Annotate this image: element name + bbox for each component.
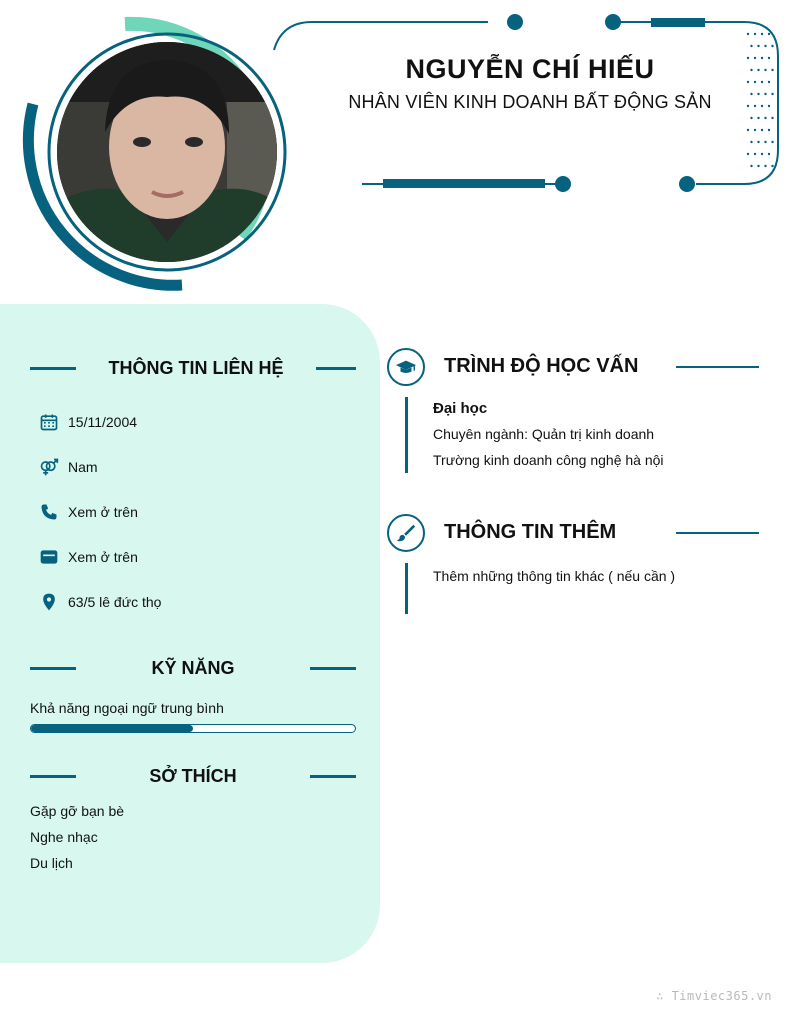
pattern-dot bbox=[750, 93, 752, 95]
pattern-dot bbox=[764, 165, 766, 167]
gender-icon bbox=[38, 456, 60, 478]
heading-line bbox=[310, 775, 356, 778]
frame-dot bbox=[679, 176, 695, 192]
pattern-dot bbox=[750, 117, 752, 119]
birthday-text: 15/11/2004 bbox=[68, 414, 138, 430]
pattern-dot bbox=[754, 153, 756, 155]
pattern-dot bbox=[750, 141, 752, 143]
heading-line bbox=[30, 667, 76, 670]
extra-icon-badge bbox=[387, 514, 425, 552]
hobby-item: Gặp gỡ bạn bè bbox=[30, 803, 125, 819]
pattern-dot bbox=[754, 33, 756, 35]
pattern-dot bbox=[764, 69, 766, 71]
skills-heading-title: KỸ NĂNG bbox=[151, 658, 235, 678]
pattern-dot bbox=[747, 33, 749, 35]
pattern-dot bbox=[761, 153, 763, 155]
pattern-dot bbox=[757, 165, 759, 167]
extra-vbar bbox=[405, 563, 408, 614]
pattern-dot bbox=[747, 105, 749, 107]
email-text: Xem ở trên bbox=[68, 549, 138, 565]
phone-icon bbox=[38, 501, 60, 523]
contact-address bbox=[38, 591, 161, 613]
skill-label: Khả năng ngoại ngữ trung bình bbox=[30, 700, 224, 716]
pattern-dot bbox=[757, 69, 759, 71]
pattern-dot bbox=[750, 165, 752, 167]
heading-line bbox=[30, 775, 76, 778]
pattern-dot bbox=[768, 57, 770, 59]
pattern-dot bbox=[761, 129, 763, 131]
extra-heading: THÔNG TIN THÊM bbox=[444, 521, 617, 543]
pattern-dot bbox=[771, 165, 773, 167]
pattern-dot bbox=[761, 105, 763, 107]
watermark: ∴ Timviec365.vn bbox=[656, 989, 772, 1003]
phone-text: Xem ở trên bbox=[68, 504, 138, 520]
pattern-dot bbox=[771, 117, 773, 119]
mail-icon bbox=[38, 546, 60, 568]
pattern-dot bbox=[754, 129, 756, 131]
pattern-dot bbox=[771, 69, 773, 71]
location-icon bbox=[38, 591, 60, 613]
pattern-dot bbox=[747, 129, 749, 131]
pattern-dot bbox=[754, 57, 756, 59]
pattern-dot bbox=[750, 45, 752, 47]
contact-heading bbox=[30, 358, 356, 379]
brush-icon bbox=[395, 522, 417, 544]
address-text: 63/5 lê đức thọ bbox=[68, 594, 162, 610]
avatar bbox=[57, 42, 277, 262]
extra-text: Thêm những thông tin khác ( nếu cần ) bbox=[433, 568, 676, 584]
pattern-dot bbox=[764, 141, 766, 143]
education-vbar bbox=[405, 397, 408, 473]
pattern-dot bbox=[771, 141, 773, 143]
education-degree: Đại học bbox=[433, 400, 488, 417]
heading-line bbox=[310, 667, 356, 670]
pattern-dot bbox=[757, 93, 759, 95]
education-heading: TRÌNH ĐỘ HỌC VẤN bbox=[444, 355, 639, 377]
skill-bar-fill bbox=[31, 725, 193, 732]
extra-heading-line bbox=[676, 532, 759, 534]
contact-heading-title: THÔNG TIN LIÊN HỆ bbox=[108, 358, 284, 378]
job-title: NHÂN VIÊN KINH DOANH BẤT ĐỘNG SẢN bbox=[348, 92, 712, 112]
skill-bar bbox=[30, 724, 356, 733]
pattern-dot bbox=[771, 45, 773, 47]
hobbies-heading bbox=[30, 766, 356, 787]
pattern-dot bbox=[757, 45, 759, 47]
pattern-dot bbox=[747, 81, 749, 83]
heading-line bbox=[316, 367, 356, 370]
pattern-dot bbox=[747, 57, 749, 59]
hobbies-heading-title: SỞ THÍCH bbox=[149, 766, 237, 786]
pattern-dot bbox=[764, 117, 766, 119]
pattern-dot bbox=[757, 141, 759, 143]
frame-top-line bbox=[274, 22, 488, 50]
pattern-dot bbox=[761, 81, 763, 83]
hobby-item: Nghe nhạc bbox=[30, 829, 98, 845]
frame-dot bbox=[555, 176, 571, 192]
gender-text: Nam bbox=[68, 459, 98, 475]
pattern-dot bbox=[754, 81, 756, 83]
heading-line bbox=[30, 367, 76, 370]
pattern-dot bbox=[764, 45, 766, 47]
education-icon-badge bbox=[387, 348, 425, 386]
calendar-icon bbox=[38, 411, 60, 433]
pattern-dot bbox=[747, 153, 749, 155]
frame-bottom-bar bbox=[383, 179, 545, 188]
contact-birthday bbox=[38, 411, 137, 433]
pattern-dot bbox=[768, 33, 770, 35]
pattern-dot bbox=[754, 105, 756, 107]
pattern-dot bbox=[750, 69, 752, 71]
contact-gender bbox=[38, 456, 98, 478]
frame-dot bbox=[507, 14, 523, 30]
pattern-dot bbox=[761, 57, 763, 59]
candidate-name: NGUYỄN CHÍ HIẾU bbox=[405, 54, 655, 84]
pattern-dot bbox=[757, 117, 759, 119]
pattern-dot bbox=[768, 129, 770, 131]
pattern-dot bbox=[771, 93, 773, 95]
education-major: Chuyên ngành: Quản trị kinh doanh bbox=[433, 426, 655, 442]
education-heading-line bbox=[676, 366, 759, 368]
pattern-dot bbox=[768, 81, 770, 83]
skills-heading bbox=[30, 658, 356, 679]
pattern-dot bbox=[768, 153, 770, 155]
pattern-dot bbox=[768, 105, 770, 107]
frame-bar bbox=[651, 18, 705, 27]
contact-email bbox=[38, 546, 138, 568]
education-school: Trường kinh doanh công nghệ hà nội bbox=[433, 452, 664, 468]
avatar-photo bbox=[57, 42, 277, 262]
graduation-cap-icon bbox=[395, 356, 417, 378]
pattern-dot bbox=[761, 33, 763, 35]
pattern-dot bbox=[764, 93, 766, 95]
dot-pattern bbox=[747, 33, 774, 167]
hobby-item: Du lịch bbox=[30, 855, 73, 871]
contact-phone bbox=[38, 501, 138, 523]
